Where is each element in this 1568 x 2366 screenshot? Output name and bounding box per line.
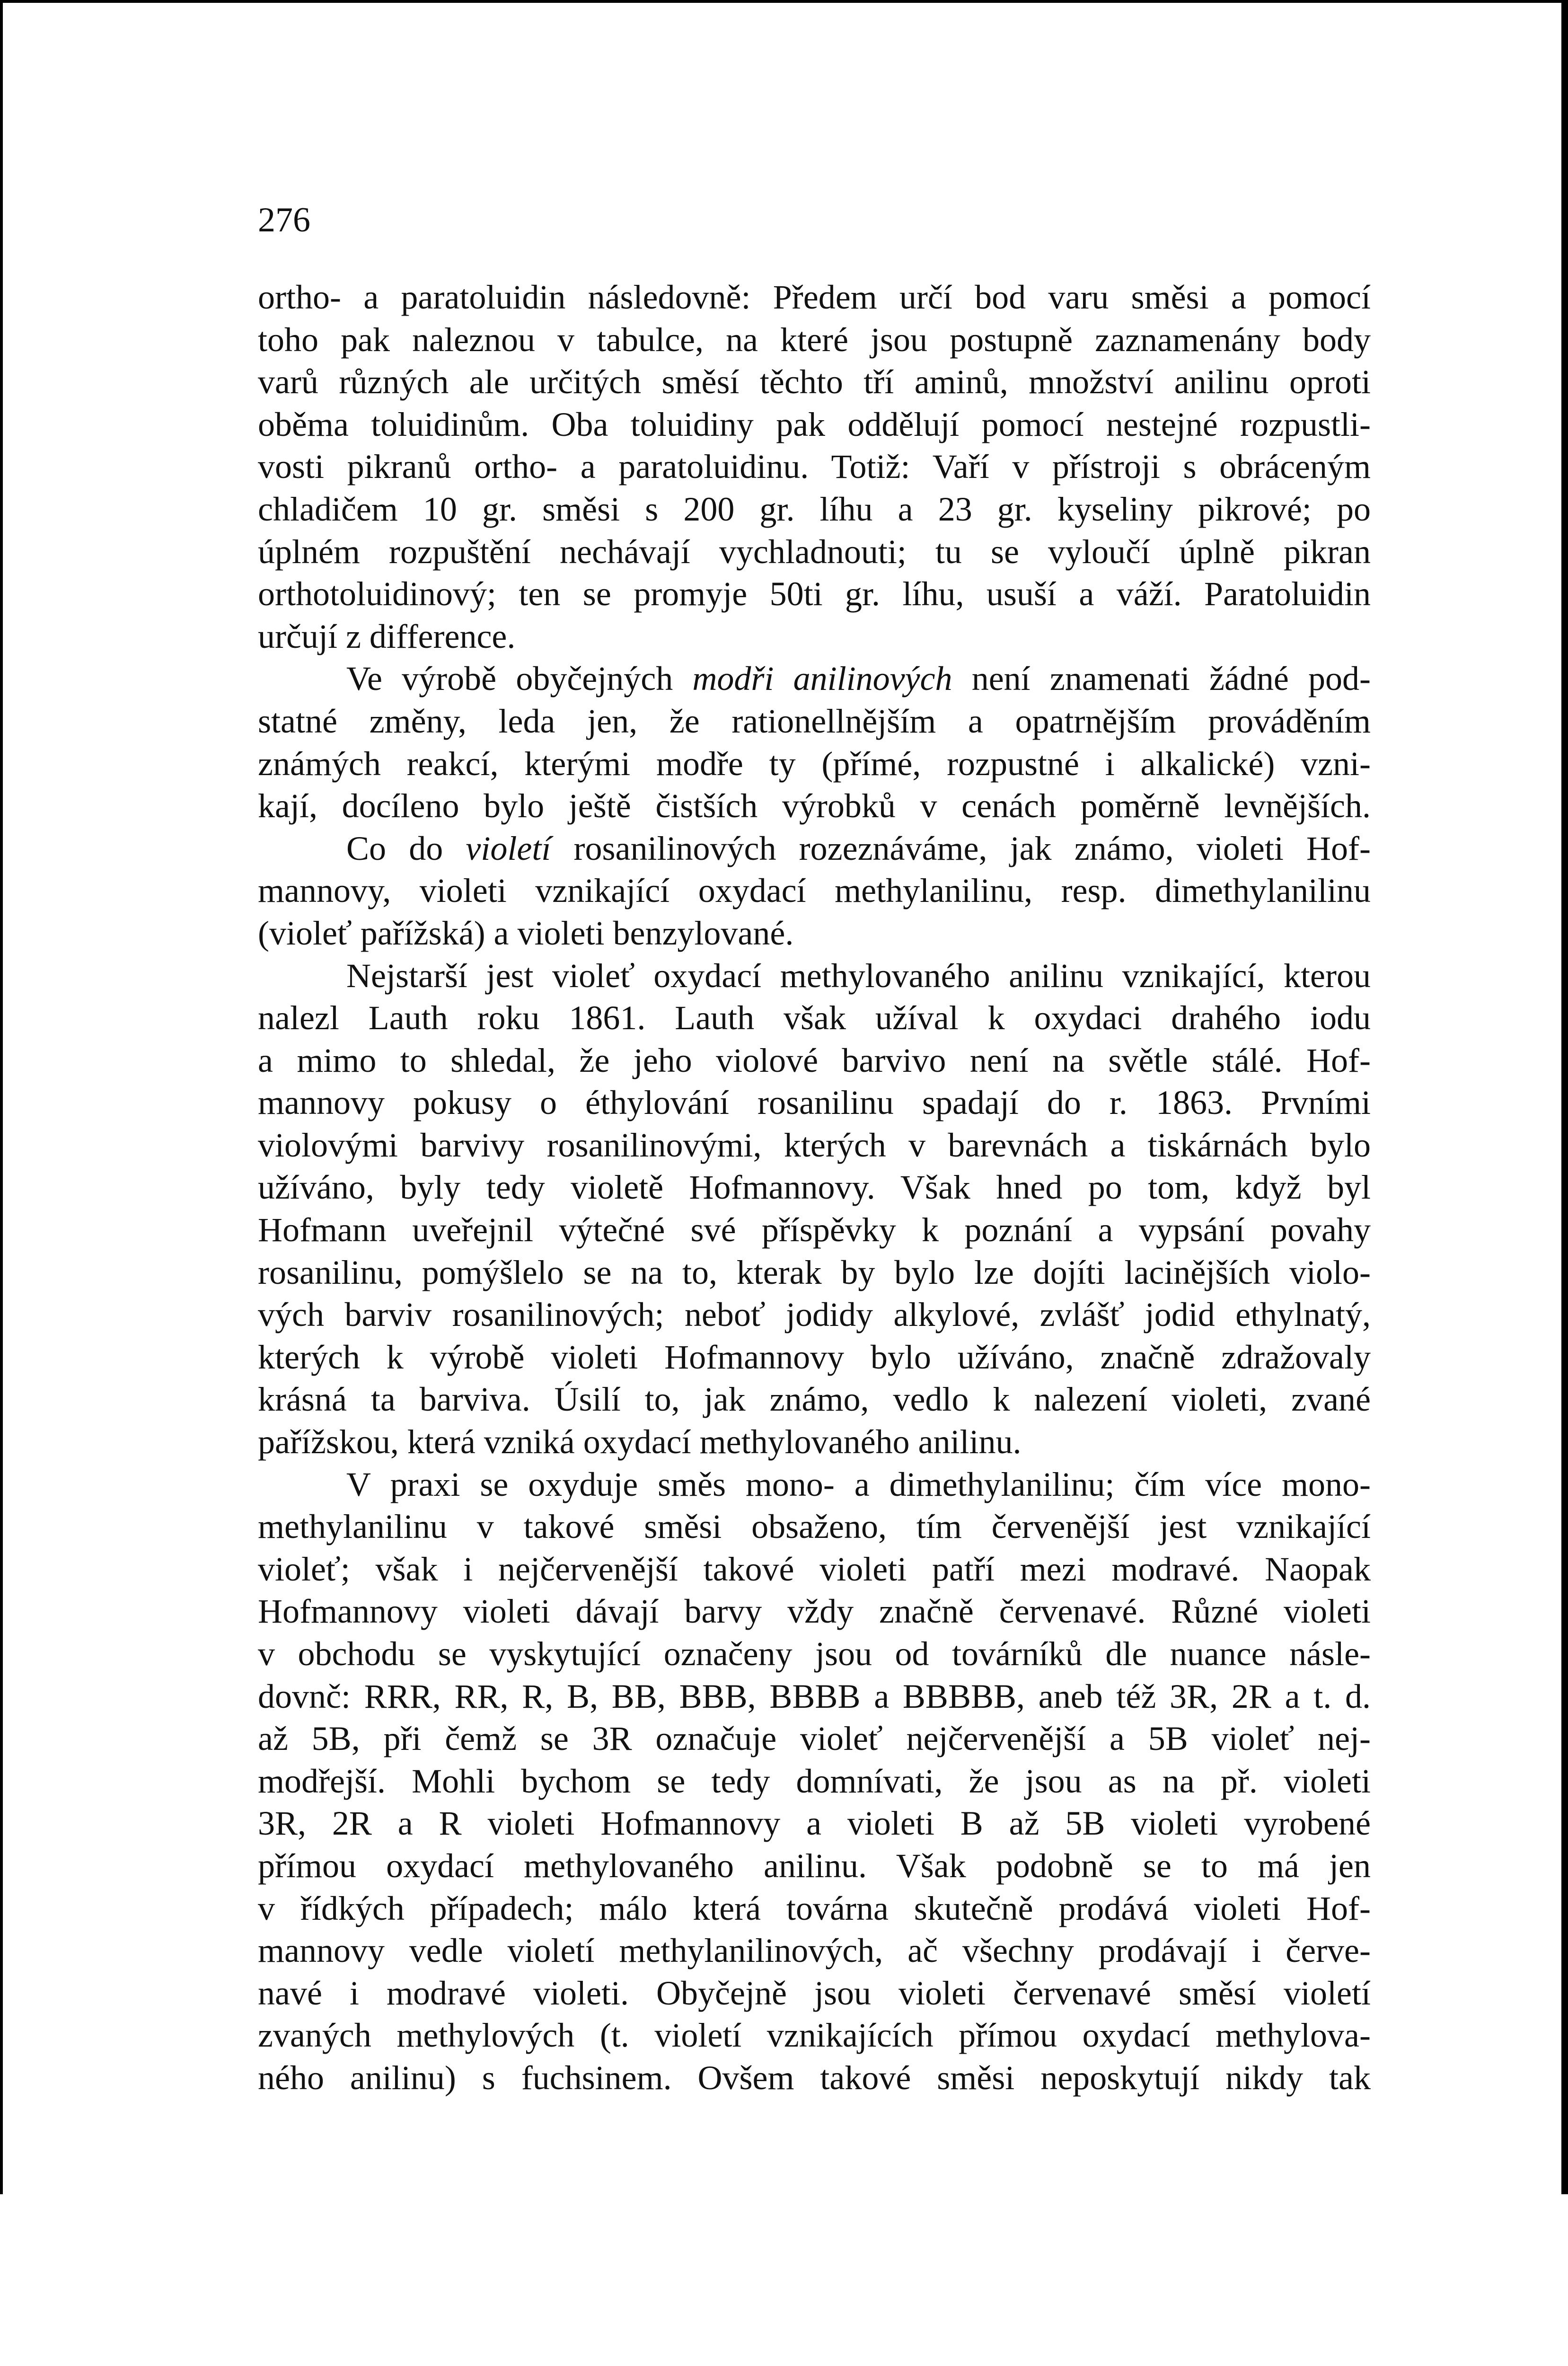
text-line: vých barviv rosanilinových; neboť jodidy alkylové, zvlášť jodid ethylnatý, — [258, 1296, 1371, 1334]
text-line: určují z difference. — [258, 617, 516, 655]
scan-top-edge — [0, 0, 1568, 3]
text-line: mannovy pokusy o éthylování rosanilinu spadají do r. 1863. Prvními — [258, 1084, 1371, 1122]
text-line: Hofmann uveřejnil výtečné své příspěvky k poznání a vypsání povahy — [258, 1211, 1371, 1249]
text-segment: rosanilinových rozeznáváme, jak známo, violeti Hof- — [551, 829, 1371, 867]
text-line: oběma toluidinům. Oba toluidiny pak oddělují pomocí nestejné rozpustli- — [258, 405, 1371, 443]
italic-term: violetí — [466, 829, 551, 867]
text-line: přímou oxydací methylovaného anilinu. Však podobně se to má jen — [258, 1846, 1371, 1885]
text-line: dovnč: RRR, RR, R, B, BB, BBB, BBBB a BBBBB, aneb též 3R, 2R a t. d. — [258, 1677, 1371, 1715]
text-line: pařížskou, která vzniká oxydací methylovaného anilinu. — [258, 1423, 1022, 1461]
text-segment: není znamenati žádné pod- — [952, 660, 1371, 698]
scan-right-edge — [1561, 0, 1568, 2194]
text-line: toho pak naleznou v tabulce, na které jsou postupně zaznamenány body — [258, 320, 1371, 359]
text-line: modřejší. Mohli bychom se tedy domnívati, že jsou as na př. violeti — [258, 1762, 1371, 1800]
text-line: Hofmannovy violeti dávají barvy vždy značně červenavé. Různé violeti — [258, 1592, 1371, 1631]
text-line — [258, 828, 1371, 870]
text-line: kají, docíleno bylo ještě čistších výrobků v cenách poměrně levnějších. — [258, 787, 1371, 825]
page-number: 276 — [258, 201, 310, 239]
text-line: úplném rozpuštění nechávají vychladnouti; tu se vyloučí úplně pikran — [258, 532, 1371, 571]
text-line: chladičem 10 gr. směsi s 200 gr. líhu a 23 gr. kyseliny pikrové; po — [258, 490, 1371, 528]
italic-term: modři anilinových — [692, 660, 952, 698]
text-line: 3R, 2R a R violeti Hofmannovy a violeti B až 5B violeti vyrobené — [258, 1804, 1371, 1843]
text-segment: Co do — [346, 829, 466, 867]
text-line: známých reakcí, kterými modře ty (přímé, rozpustné i alkalické) vzni- — [258, 744, 1371, 783]
text-line: ortho- a paratoluidin následovně: Předem určí bod varu směsi a pomocí — [258, 278, 1371, 316]
text-line — [258, 658, 1371, 700]
text-line: až 5B, při čemž se 3R označuje violeť nejčervenější a 5B violeť nej- — [258, 1720, 1371, 1758]
text-line: V praxi se oxyduje směs mono- a dimethylanilinu; čím více mono- — [346, 1465, 1371, 1503]
text-line: krásná ta barviva. Úsilí to, jak známo, vedlo k nalezení violeti, zvané — [258, 1380, 1371, 1419]
text-line: v řídkých případech; málo která továrna skutečně prodává violeti Hof- — [258, 1889, 1371, 1927]
text-line: ného anilinu) s fuchsinem. Ovšem takové směsi neposkytují nikdy tak — [258, 2058, 1371, 2097]
text-line: violovými barvivy rosanilinovými, kterých v barevnách a tiskárnách bylo — [258, 1126, 1371, 1164]
text-line: mannovy, violeti vznikající oxydací methylanilinu, resp. dimethylanilinu — [258, 872, 1371, 910]
text-segment: Ve výrobě obyčejných — [346, 660, 693, 698]
text-line: methylanilinu v takové směsi obsaženo, tím červenější jest vznikající — [258, 1508, 1371, 1546]
text-line: vosti pikranů ortho- a paratoluidinu. Totiž: Vaří v přístroji s obráceným — [258, 448, 1371, 486]
text-line: zvaných methylových (t. violetí vznikajících přímou oxydací methylova- — [258, 2016, 1371, 2055]
text-line: varů různých ale určitých směsí těchto tří aminů, množství anilinu oproti — [258, 363, 1371, 401]
text-line: užíváno, byly tedy violetě Hofmannovy. Však hned po tom, když byl — [258, 1168, 1371, 1207]
text-line: violeť; však i nejčervenější takové violeti patří mezi modravé. Naopak — [258, 1550, 1371, 1588]
text-line: mannovy vedle violetí methylanilinových, ač všechny prodávají i červe- — [258, 1932, 1371, 1970]
text-line: navé i modravé violeti. Obyčejně jsou violeti červenavé směsí violetí — [258, 1974, 1371, 2012]
text-line: nalezl Lauth roku 1861. Lauth však užíval k oxydaci drahého iodu — [258, 999, 1371, 1037]
text-line: (violeť pařížská) a violeti benzylované. — [258, 914, 794, 952]
text-line: statné změny, leda jen, že rationellnějším a opatrnějším prováděním — [258, 702, 1371, 740]
text-line: v obchodu se vyskytující označeny jsou od továrníků dle nuance násle- — [258, 1635, 1371, 1673]
text-line: rosanilinu, pomýšlelo se na to, kterak by bylo lze dojíti lacinějších violo- — [258, 1253, 1371, 1291]
text-line: Nejstarší jest violeť oxydací methylovaného anilinu vznikající, kterou — [346, 956, 1371, 995]
text-line: kterých k výrobě violeti Hofmannovy bylo užíváno, značně zdražovaly — [258, 1338, 1371, 1376]
scan-left-edge — [0, 0, 3, 2194]
text-line: orthotoluidinový; ten se promyje 50ti gr. líhu, usuší a váží. Paratoluidin — [258, 575, 1371, 613]
text-line: a mimo to shledal, že jeho violové barvivo není na světle stálé. Hof- — [258, 1041, 1371, 1079]
body-text — [258, 276, 1371, 2100]
